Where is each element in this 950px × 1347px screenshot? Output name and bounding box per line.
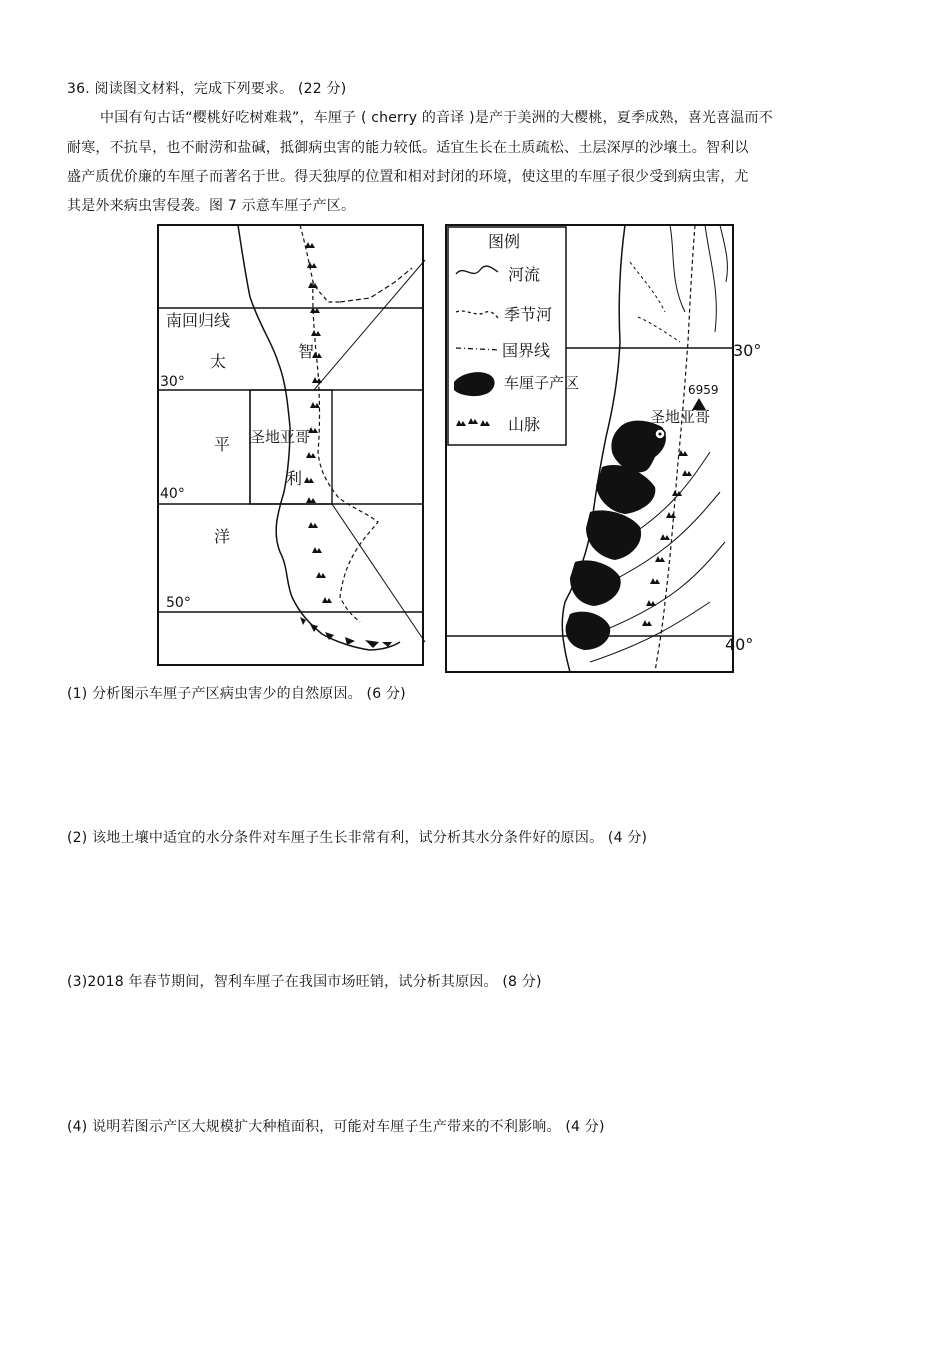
city-label-right: 圣地亚哥 xyxy=(650,408,711,426)
city-label-left: 圣地亚哥 xyxy=(250,428,311,446)
question-paragraph-line-2: 耐寒，不抗旱，也不耐涝和盐碱，抵御病虫害的能力较低。适宜生长在土质疏松、土层深厚的沙壤土。智利以 xyxy=(67,140,749,156)
country-label-1: 智 xyxy=(298,342,315,361)
legend-item-mountain: 山脉 xyxy=(508,415,541,434)
detail-map xyxy=(446,225,761,672)
lat-30-right: 30° xyxy=(733,341,762,360)
legend-item-river: 河流 xyxy=(508,265,541,284)
peak-elevation: 6959 xyxy=(688,383,719,397)
lat-40-left: 40° xyxy=(160,486,185,502)
legend-item-border: 国界线 xyxy=(502,341,551,360)
subquestion-1: (1) 分析图示车厘子产区病虫害少的自然原因。 (6 分) xyxy=(67,686,406,702)
tropic-label: 南回归线 xyxy=(166,311,231,330)
question-header: 36. 阅读图文材料，完成下列要求。 (22 分) xyxy=(67,81,347,97)
subquestion-4: (4) 说明若图示产区大规模扩大种植面积，可能对车厘子生产带来的不利影响。 (4 分) xyxy=(67,1119,605,1135)
ocean-label-3: 洋 xyxy=(214,527,231,546)
question-paragraph-line-4: 其是外来病虫害侵袭。图 7 示意车厘子产区。 xyxy=(67,198,356,214)
subquestion-3: (3)2018 年春节期间，智利车厘子在我国市场旺销，试分析其原因。 (8 分) xyxy=(67,974,542,990)
ocean-label-1: 太 xyxy=(210,352,227,371)
question-paragraph-line-1: 中国有句古话“樱桃好吃树难栽”，车厘子 ( cherry 的音译 )是产于美洲的大樱桃，夏季成熟，喜光喜温而不 xyxy=(100,110,773,126)
subquestion-2: (2) 该地土壤中适宜的水分条件对车厘子生长非常有利，试分析其水分条件好的原因。 (4 分) xyxy=(67,830,648,846)
ocean-label-2: 平 xyxy=(214,435,231,454)
overview-map xyxy=(158,225,423,665)
legend-title: 图例 xyxy=(488,232,521,251)
lat-50-left: 50° xyxy=(166,595,191,611)
lat-40-right: 40° xyxy=(725,635,754,654)
legend xyxy=(448,227,579,445)
legend-item-seasonal-river: 季节河 xyxy=(504,305,553,324)
cherry-region-map xyxy=(150,222,762,674)
question-paragraph-line-3: 盛产质优价廉的车厘子而著名于世。得天独厚的位置和相对封闭的环境，使这里的车厘子很少受到病虫害，尤 xyxy=(67,169,749,185)
legend-item-cherry-region: 车厘子产区 xyxy=(504,374,580,392)
lat-30-left: 30° xyxy=(160,374,185,390)
country-label-2: 利 xyxy=(286,469,303,488)
